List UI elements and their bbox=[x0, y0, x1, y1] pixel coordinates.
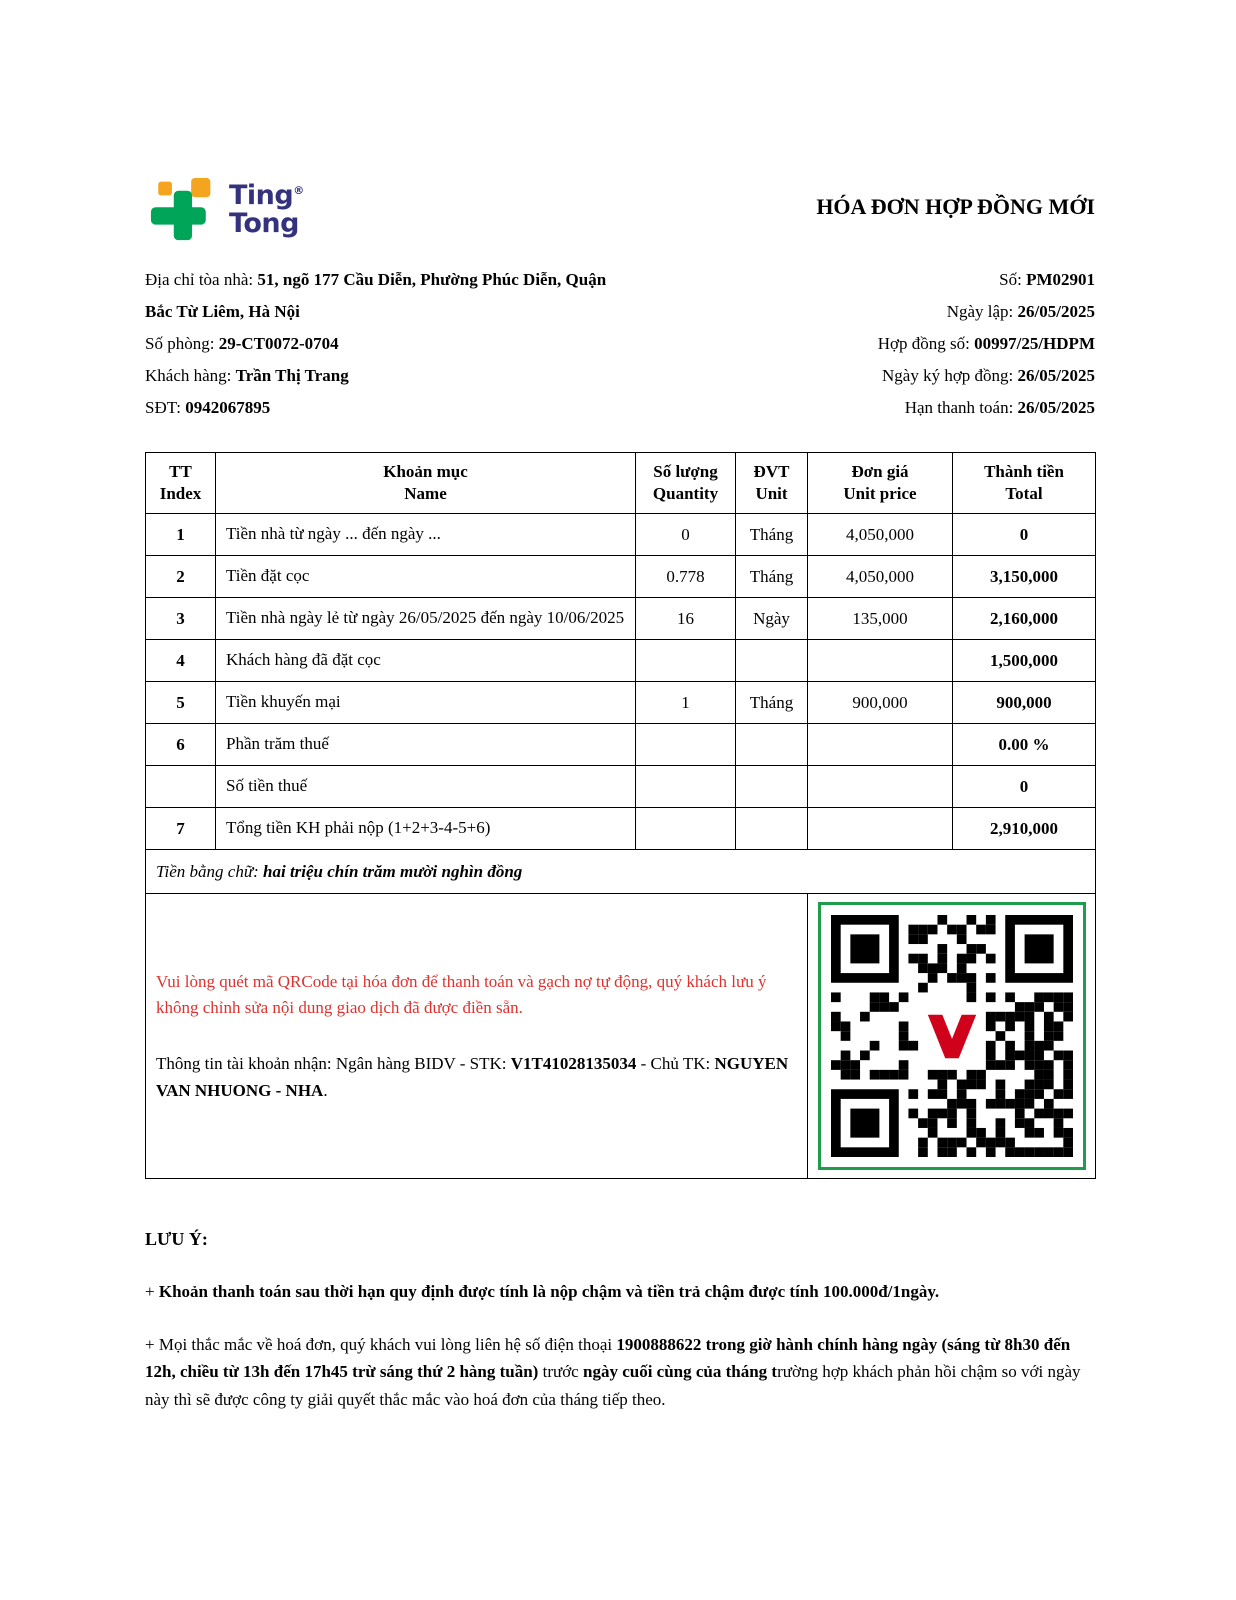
cell-name: Tiền đặt cọc bbox=[216, 556, 636, 598]
table-row bbox=[146, 808, 1096, 850]
cell-index: 2 bbox=[146, 556, 216, 598]
cell-quantity bbox=[636, 808, 736, 850]
cell-name: Tiền nhà ngày lẻ từ ngày 26/05/2025 đến ngày 10/06/2025 bbox=[216, 598, 636, 640]
cell-total: 1,500,000 bbox=[953, 640, 1096, 682]
tingtong-logo-icon bbox=[145, 178, 219, 242]
cell-name: Tiền khuyến mại bbox=[216, 682, 636, 724]
payment-due-date: Hạn thanh toán: 26/05/2025 bbox=[904, 398, 1095, 417]
invoice-info bbox=[145, 264, 1095, 424]
cell-total: 2,910,000 bbox=[953, 808, 1096, 850]
notes-section bbox=[145, 1225, 1095, 1413]
amount-in-words: Tiền bằng chữ: hai triệu chín trăm mười nghìn đồng bbox=[146, 850, 1096, 894]
cell-index: 5 bbox=[146, 682, 216, 724]
amount-in-words-row bbox=[146, 850, 1096, 894]
table-row bbox=[146, 514, 1096, 556]
table-row bbox=[146, 556, 1096, 598]
header-quantity: Số lượng Quantity bbox=[636, 453, 736, 514]
header-unit-price: Đơn giá Unit price bbox=[808, 453, 953, 514]
cell-quantity: 0.778 bbox=[636, 556, 736, 598]
table-header-row bbox=[146, 453, 1096, 514]
contract-number: Hợp đồng số: 00997/25/HDPM bbox=[877, 334, 1095, 353]
cell-index bbox=[146, 766, 216, 808]
cell-price bbox=[808, 724, 953, 766]
room-number: Số phòng: 29-CT0072-0704 bbox=[145, 334, 339, 353]
cell-unit: Tháng bbox=[736, 556, 808, 598]
cell-name: Phần trăm thuế bbox=[216, 724, 636, 766]
building-address-line2: Bắc Từ Liêm, Hà Nội bbox=[145, 302, 300, 321]
header bbox=[145, 178, 1095, 242]
hotline-note: + Mọi thắc mắc về hoá đơn, quý khách vui lòng liên hệ số điện thoại 1900888622 trong giờ hành chính hàng ngày (sáng từ 8h30 đến 12h, chiều từ 13h đến 17h45 trừ sáng thứ 2 hàng tuần) trước ngày cuối cùng của tháng trường hợp khách phản hồi chậm so với ngày này thì sẽ được công ty giải quyết thắc mắc vào hoá đơn của tháng tiếp theo. bbox=[145, 1335, 1081, 1409]
notes-title: LƯU Ý: bbox=[145, 1229, 208, 1250]
logo-line1: Ting bbox=[229, 180, 294, 212]
qr-code bbox=[818, 902, 1086, 1170]
info-left-column bbox=[145, 264, 606, 424]
qr-row bbox=[146, 894, 1096, 1179]
contract-sign-date: Ngày ký hợp đồng: 26/05/2025 bbox=[882, 366, 1095, 385]
cell-index: 6 bbox=[146, 724, 216, 766]
registered-mark: ® bbox=[293, 184, 304, 198]
qr-payment-notice: Vui lòng quét mã QRCode tại hóa đơn để thanh toán và gạch nợ tự động, quý khách lưu ý không chỉnh sửa nội dung giao dịch đã được điền sẵn. bbox=[156, 971, 767, 1017]
cell-name: Tổng tiền KH phải nộp (1+2+3-4-5+6) bbox=[216, 808, 636, 850]
cell-price bbox=[808, 640, 953, 682]
cell-unit: Tháng bbox=[736, 682, 808, 724]
table-row bbox=[146, 598, 1096, 640]
cell-price bbox=[808, 808, 953, 850]
cell-price: 4,050,000 bbox=[808, 514, 953, 556]
invoice-table bbox=[145, 452, 1096, 1179]
info-right-column bbox=[878, 264, 1095, 424]
cell-name: Tiền nhà từ ngày ... đến ngày ... bbox=[216, 514, 636, 556]
cell-total: 0.00 % bbox=[953, 724, 1096, 766]
cell-quantity: 16 bbox=[636, 598, 736, 640]
customer-phone: SĐT: 0942067895 bbox=[145, 398, 271, 417]
cell-total: 2,160,000 bbox=[953, 598, 1096, 640]
cell-unit bbox=[736, 808, 808, 850]
tingtong-logo bbox=[145, 178, 304, 242]
invoice-title: HÓA ĐƠN HỢP ĐỒNG MỚI bbox=[816, 194, 1095, 219]
cell-total: 3,150,000 bbox=[953, 556, 1096, 598]
header-index: TT Index bbox=[146, 453, 216, 514]
invoice-number: Số: PM02901 bbox=[999, 270, 1095, 289]
cell-price: 900,000 bbox=[808, 682, 953, 724]
table-row bbox=[146, 724, 1096, 766]
table-row bbox=[146, 766, 1096, 808]
cell-price: 135,000 bbox=[808, 598, 953, 640]
cell-index: 7 bbox=[146, 808, 216, 850]
cell-quantity: 1 bbox=[636, 682, 736, 724]
cell-unit: Tháng bbox=[736, 514, 808, 556]
logo-line2: Tong bbox=[229, 208, 299, 239]
payment-instructions bbox=[146, 894, 808, 1179]
cell-index: 4 bbox=[146, 640, 216, 682]
cell-name: Khách hàng đã đặt cọc bbox=[216, 640, 636, 682]
cell-quantity bbox=[636, 766, 736, 808]
cell-price bbox=[808, 766, 953, 808]
cell-unit bbox=[736, 766, 808, 808]
header-unit: ĐVT Unit bbox=[736, 453, 808, 514]
cell-quantity bbox=[636, 640, 736, 682]
qr-code-image bbox=[831, 915, 1073, 1157]
cell-quantity: 0 bbox=[636, 514, 736, 556]
issue-date: Ngày lập: 26/05/2025 bbox=[946, 302, 1095, 321]
cell-quantity bbox=[636, 724, 736, 766]
header-total: Thành tiền Total bbox=[953, 453, 1096, 514]
cell-index: 3 bbox=[146, 598, 216, 640]
cell-unit: Ngày bbox=[736, 598, 808, 640]
cell-total: 900,000 bbox=[953, 682, 1096, 724]
cell-index: 1 bbox=[146, 514, 216, 556]
header-name: Khoản mục Name bbox=[216, 453, 636, 514]
cell-total: 0 bbox=[953, 514, 1096, 556]
bank-account-info: Thông tin tài khoản nhận: Ngân hàng BIDV - STK: V1T41028135034 - Chủ TK: NGUYEN VAN NHUONG - NHA. bbox=[156, 1054, 789, 1100]
late-payment-note: + Khoản thanh toán sau thời hạn quy định được tính là nộp chậm và tiền trả chậm được tính 100.000đ/1ngày. bbox=[145, 1281, 940, 1301]
cell-price: 4,050,000 bbox=[808, 556, 953, 598]
cell-total: 0 bbox=[953, 766, 1096, 808]
building-address: Địa chỉ tòa nhà: 51, ngõ 177 Cầu Diễn, Phường Phúc Diễn, Quận bbox=[145, 270, 607, 289]
cell-name: Số tiền thuế bbox=[216, 766, 636, 808]
tingtong-logo-text bbox=[229, 182, 304, 237]
table-row bbox=[146, 682, 1096, 724]
cell-unit bbox=[736, 640, 808, 682]
customer-name: Khách hàng: Trần Thị Trang bbox=[145, 366, 349, 385]
table-row bbox=[146, 640, 1096, 682]
cell-unit bbox=[736, 724, 808, 766]
qr-code-cell bbox=[808, 894, 1096, 1179]
